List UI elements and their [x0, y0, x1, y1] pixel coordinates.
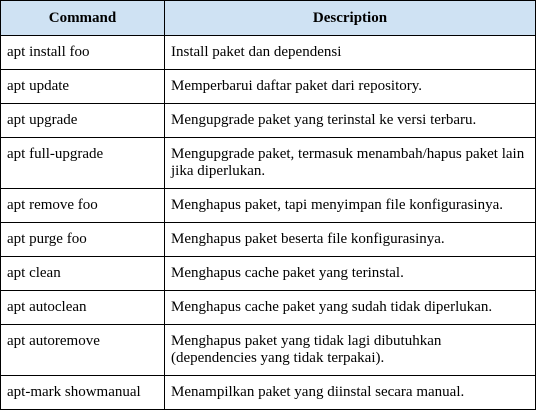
header-command: Command: [1, 1, 165, 36]
table-row: [1, 36, 536, 70]
description-cell: Menghapus paket yang tidak lagi dibutuhkan (dependencies yang tidak terpakai).: [165, 325, 536, 376]
table-row: [1, 104, 536, 138]
table-row: [1, 257, 536, 291]
description-cell: Menghapus cache paket yang terinstal.: [165, 257, 536, 291]
command-cell: apt clean: [1, 257, 165, 291]
command-cell: apt update: [1, 70, 165, 104]
command-cell: apt full-upgrade: [1, 138, 165, 189]
command-cell: apt install foo: [1, 36, 165, 70]
command-cell: apt autoremove: [1, 325, 165, 376]
table-row: [1, 291, 536, 325]
table-row: [1, 138, 536, 189]
description-cell: Menghapus cache paket yang sudah tidak diperlukan.: [165, 291, 536, 325]
header-row: [1, 1, 536, 36]
description-cell: Menghapus paket beserta file konfigurasinya.: [165, 223, 536, 257]
description-cell: Install paket dan dependensi: [165, 36, 536, 70]
description-cell: Menghapus paket, tapi menyimpan file konfigurasinya.: [165, 189, 536, 223]
command-cell: apt purge foo: [1, 223, 165, 257]
table-row: [1, 325, 536, 376]
description-cell: Menampilkan paket yang diinstal secara manual.: [165, 376, 536, 410]
command-cell: apt autoclean: [1, 291, 165, 325]
command-cell: apt-mark showmanual: [1, 376, 165, 410]
table-header: [1, 1, 536, 36]
table-body: [1, 36, 536, 410]
header-description: Description: [165, 1, 536, 36]
command-cell: apt upgrade: [1, 104, 165, 138]
description-cell: Memperbarui daftar paket dari repository.: [165, 70, 536, 104]
description-cell: Mengupgrade paket, termasuk menambah/hapus paket lain jika diperlukan.: [165, 138, 536, 189]
table-row: [1, 376, 536, 410]
table-row: [1, 223, 536, 257]
command-cell: apt remove foo: [1, 189, 165, 223]
description-cell: Mengupgrade paket yang terinstal ke versi terbaru.: [165, 104, 536, 138]
table-row: [1, 189, 536, 223]
table-row: [1, 70, 536, 104]
